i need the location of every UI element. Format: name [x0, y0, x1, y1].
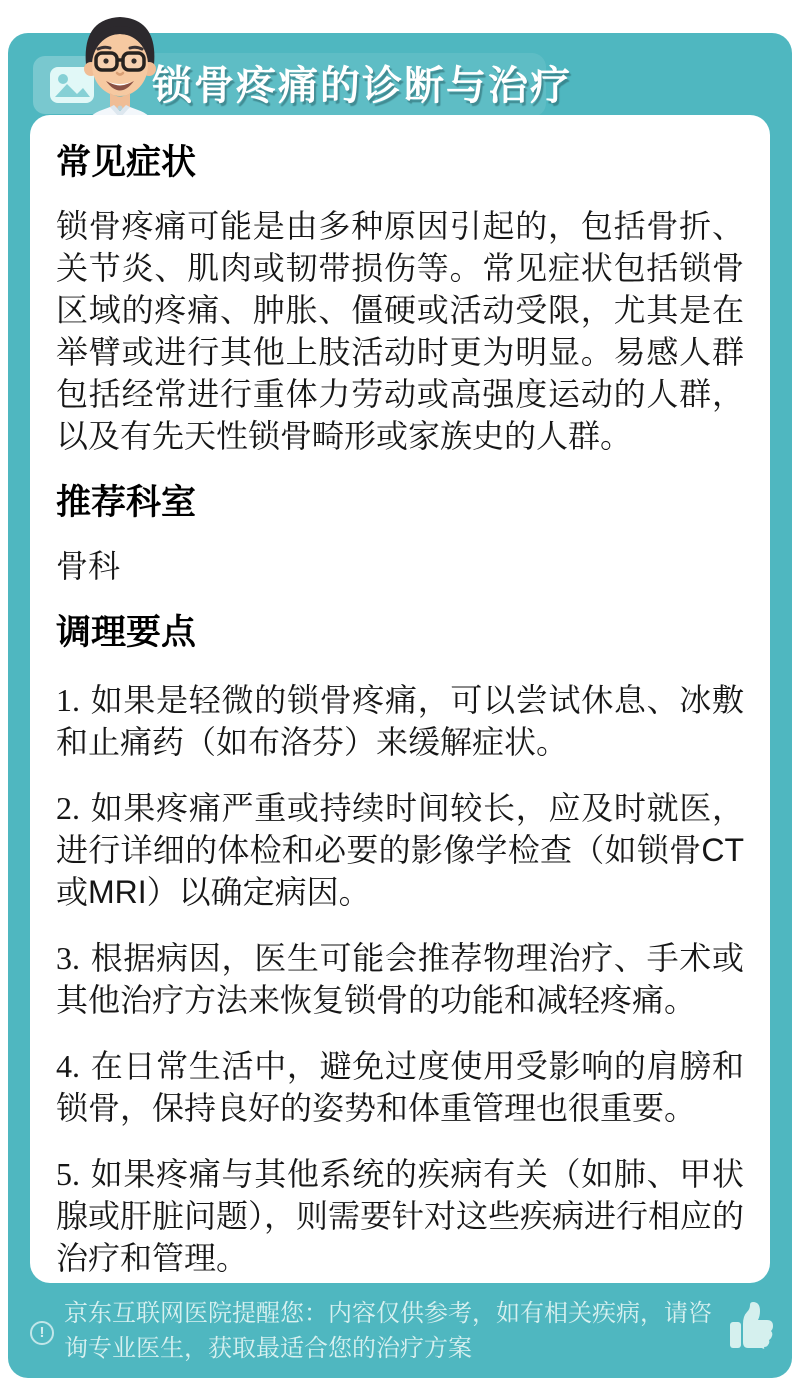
care-point-4-number: 4.	[56, 1048, 80, 1084]
symptoms-paragraph: 锁骨疼痛可能是由多种原因引起的，包括骨折、关节炎、肌肉或韧带损伤等。常见症状包括锁骨区域的疼痛、肿胀、僵硬或活动受限，尤其是在举臂或进行其他上肢活动时更为明显。易感人群包括经常进行重体力劳动或高强度运动的人群，以及有先天性锁骨畸形或家族史的人群。	[56, 208, 744, 454]
disclaimer-text: 京东互联网医院提醒您：内容仅供参考，如有相关疾病，请咨询专业医生，获取最适合您的治疗方案	[64, 1299, 712, 1362]
care-point-1	[56, 679, 744, 763]
care-point-2-text: 如果疼痛严重或持续时间较长，应及时就医，进行详细的体检和必要的影像学检查（如锁骨CT或MRI）以确定病因。	[56, 790, 744, 910]
care-point-4	[56, 1045, 744, 1129]
content-panel	[8, 33, 792, 1378]
care-point-3-number: 3.	[56, 940, 80, 976]
article-card	[30, 115, 770, 1283]
disclaimer-footer	[8, 1283, 792, 1378]
care-point-1-number: 1.	[56, 682, 80, 718]
section-heading-symptoms: 常见症状	[56, 143, 197, 182]
section-heading-department: 推荐科室	[56, 483, 197, 522]
care-point-1-text: 如果是轻微的锁骨疼痛，可以尝试休息、冰敷和止痛药（如布洛芬）来缓解症状。	[56, 682, 744, 760]
alert-icon: !	[30, 1321, 54, 1345]
care-point-4-text: 在日常生活中，避免过度使用受影响的肩膀和锁骨，保持良好的姿势和体重管理也很重要。	[56, 1048, 744, 1126]
care-point-5	[56, 1153, 744, 1279]
page-title: 锁骨疼痛的诊断与治疗	[152, 64, 572, 108]
section-heading-care-points: 调理要点	[56, 613, 197, 652]
care-point-2	[56, 787, 744, 913]
care-point-3	[56, 937, 744, 1021]
care-point-5-number: 5.	[56, 1156, 80, 1192]
thumbs-up-icon[interactable]	[726, 1302, 776, 1354]
care-point-3-text: 根据病因，医生可能会推荐物理治疗、手术或其他治疗方法来恢复锁骨的功能和减轻疼痛。	[56, 940, 744, 1018]
department-value: 骨科	[56, 548, 121, 584]
care-point-2-number: 2.	[56, 790, 80, 826]
care-point-5-text: 如果疼痛与其他系统的疾病有关（如肺、甲状腺或肝脏问题），则需要针对这些疾病进行相应的治疗和管理。	[56, 1156, 745, 1276]
